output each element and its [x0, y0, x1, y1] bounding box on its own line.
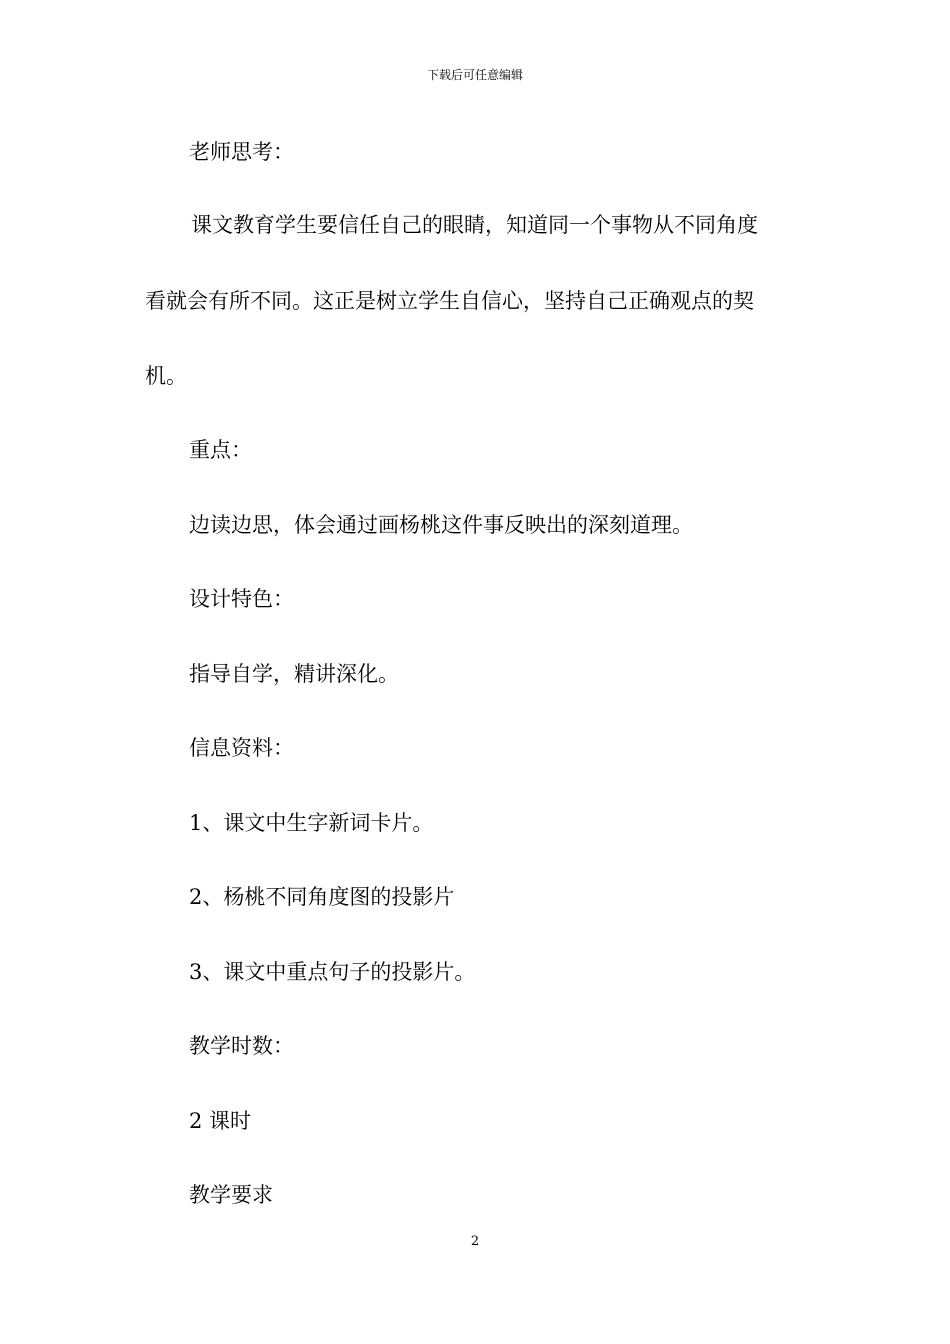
teaching-hours-heading: 教学时数： — [189, 1034, 294, 1058]
teacher-reflection-line-2: 看就会有所不同。这正是树立学生自信心，坚持自己正确观点的契 — [145, 289, 754, 313]
teacher-reflection-line-1: 课文教育学生要信任自己的眼睛，知道同一个事物从不同角度 — [191, 213, 758, 237]
teaching-hours-value: 2 课时 — [189, 1109, 252, 1133]
materials-heading: 信息资料： — [189, 736, 294, 760]
materials-item-3: 3、课文中重点句子的投影片。 — [189, 960, 476, 984]
materials-item-1: 1、课文中生字新词卡片。 — [189, 811, 434, 835]
materials-item-2: 2、杨桃不同角度图的投影片 — [189, 885, 455, 909]
design-feature-heading: 设计特色： — [189, 587, 294, 611]
header-note: 下载后可任意编辑 — [426, 68, 523, 82]
teacher-reflection-line-3: 机。 — [145, 364, 187, 388]
page-number: 2 — [470, 1234, 480, 1249]
teaching-requirements-heading: 教学要求 — [189, 1183, 273, 1207]
teacher-reflection-heading: 老师思考： — [189, 140, 294, 164]
design-feature-text: 指导自学，精讲深化。 — [189, 662, 399, 686]
key-point-text: 边读边思，体会通过画杨桃这件事反映出的深刻道理。 — [189, 513, 693, 537]
key-point-heading: 重点： — [189, 438, 252, 462]
